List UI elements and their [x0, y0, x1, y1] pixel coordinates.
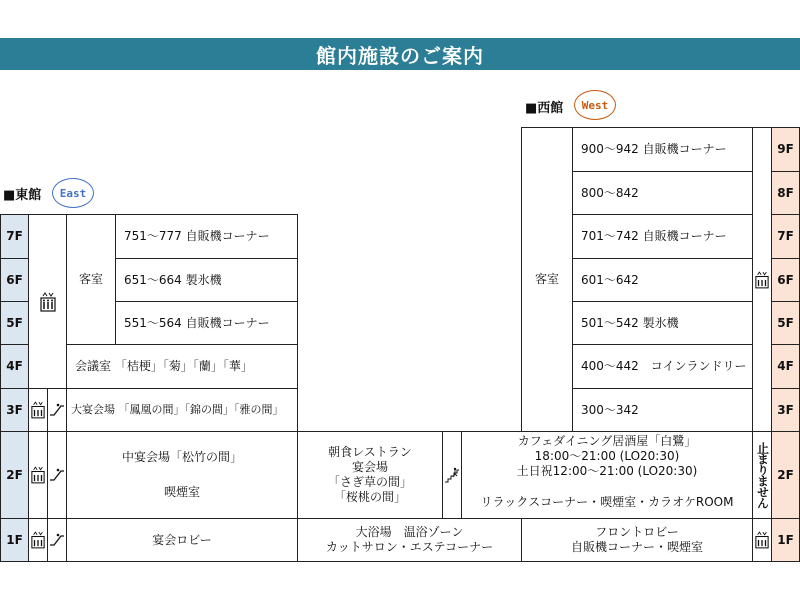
elevator-icon: [40, 292, 56, 312]
elevator-icon: [31, 531, 45, 549]
stairs-icon: [444, 467, 460, 483]
east-3f-elevator: [28, 388, 48, 432]
east-floor-6f: 6F: [0, 258, 29, 302]
west-2f-cafe-hours-weekend: 土日祝12:00～21:00 (LO20:30): [516, 464, 698, 478]
east-elevator-shaft: [28, 214, 67, 389]
east-floor-1f: 1F: [0, 518, 29, 562]
west-floor-5f: 5F: [771, 301, 800, 345]
west-1f-front-sub: 自販機コーナー・喫煙室: [570, 540, 703, 554]
east-room-type: 客室: [66, 214, 116, 345]
west-2f-cafe-hours: 18:00～21:00 (LO20:30): [534, 449, 680, 463]
west-6f-rooms: 601～642: [572, 258, 753, 302]
center-2f-room1: 「さぎ草の間」: [327, 475, 412, 489]
east-3f-banquet: 大宴会場 「鳳凰の間」「錦の間」「雅の間」: [66, 388, 298, 432]
west-1f-elevator: [752, 518, 772, 562]
west-floor-8f: 8F: [771, 171, 800, 215]
elevator-icon: [31, 466, 45, 484]
west-8f-rooms: 800～842: [572, 171, 753, 215]
west-building-label: ■西館: [525, 100, 564, 116]
west-7f-rooms: 701～742 自販機コーナー: [572, 214, 753, 259]
west-9f-rooms: 900～942 自販機コーナー: [572, 127, 753, 172]
east-2f-cell: [66, 431, 298, 519]
east-2f-smoking: 喫煙室: [163, 485, 200, 499]
center-1f-bath: 大浴場 温浴ゾーン: [355, 525, 464, 539]
center-2f-cell: [297, 431, 443, 519]
east-1f-lobby: 宴会ロビー: [66, 518, 298, 562]
center-2f-breakfast: 朝食レストラン: [328, 445, 412, 459]
escalator-icon: [49, 403, 65, 417]
west-floor-3f: 3F: [771, 388, 800, 432]
west-2f-cafe-title: カフェダイニング居酒屋「白鷺」: [517, 434, 697, 448]
west-floor-6f: 6F: [771, 258, 800, 302]
center-2f-banquet: 宴会場: [351, 460, 388, 474]
elevator-icon: [31, 401, 45, 419]
west-2f-relax: リラックスコーナー・喫煙室・カラオケROOM: [480, 495, 734, 509]
center-1f-cell: [297, 518, 522, 562]
east-1f-escalator: [47, 518, 67, 562]
west-3f-rooms: 300～342: [572, 388, 753, 432]
west-floor-7f: 7F: [771, 214, 800, 259]
east-floor-5f: 5F: [0, 301, 29, 345]
west-floor-1f: 1F: [771, 518, 800, 562]
east-building-label: ■東館: [3, 187, 42, 203]
east-floor-3f: 3F: [0, 388, 29, 432]
west-floor-2f: 2F: [771, 431, 800, 519]
east-2f-escalator: [47, 431, 67, 519]
east-6f-rooms: 651～664 製氷機: [115, 258, 298, 302]
east-tag: East: [52, 178, 94, 208]
east-1f-elevator: [28, 518, 48, 562]
page-title: 館内施設のご案内: [0, 38, 800, 70]
west-2f-cell: [461, 431, 753, 519]
elevator-icon: [755, 531, 769, 549]
center-2f-room2: 「桜桃の間」: [333, 490, 406, 504]
center-2f-stairs: [442, 431, 462, 519]
elevator-icon: [755, 271, 769, 289]
west-5f-rooms: 501～542 製氷機: [572, 301, 753, 345]
escalator-icon: [49, 533, 65, 547]
west-1f-cell: [521, 518, 753, 562]
east-3f-escalator: [47, 388, 67, 432]
west-4f-rooms: 400～442 コインランドリー: [572, 344, 753, 389]
escalator-icon: [49, 468, 65, 482]
east-floor-2f: 2F: [0, 431, 29, 519]
west-1f-front-title: フロントロビー: [595, 525, 679, 539]
east-5f-rooms: 551～564 自販機コーナー: [115, 301, 298, 345]
west-floor-9f: 9F: [771, 127, 800, 172]
west-tag: West: [574, 90, 616, 120]
west-room-type: 客室: [521, 127, 573, 432]
east-2f-elevator: [28, 431, 48, 519]
west-elevator-shaft: [752, 127, 772, 432]
east-floor-4f: 4F: [0, 344, 29, 389]
west-floor-4f: 4F: [771, 344, 800, 389]
center-1f-salon: カットサロン・エステコーナー: [325, 540, 494, 554]
west-elevator-not-stopping: 止まりません: [752, 431, 772, 519]
east-7f-rooms: 751～777 自販機コーナー: [115, 214, 298, 259]
east-floor-7f: 7F: [0, 214, 29, 259]
east-4f-meeting: 会議室 「桔梗」「菊」「蘭」「華」: [66, 344, 298, 389]
east-2f-hall: 中宴会場「松竹の間」: [121, 450, 242, 464]
